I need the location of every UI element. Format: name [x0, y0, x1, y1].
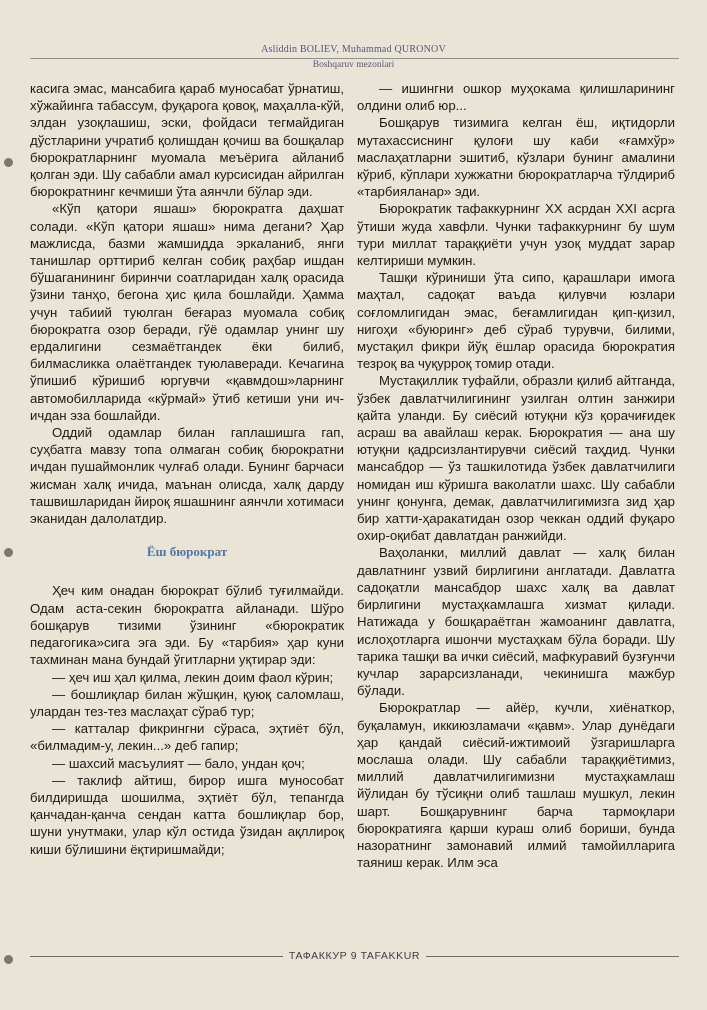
paragraph: Бюрократлар — айёр, кучли, хиёнаткор, буқаламун, иккиюзламачи «қавм». Улар дунёдаги ҳар қандай сиёсий-ижтимоий ўзгаришларга мослаша олади. Шу сабабли тараққиётимиз, миллий давлатчилигимизни мустаҳкамлаш йўлидан бу тўсиқни олиб ташлаш мушкул, лекин шарт. Бошқарувнинг барча тармоқлари бюрократияга қарши кураш олиб бориши, бунда назоратнинг замонавий илмий тамойилларига таяниш керак. Илм эса — [357, 700, 675, 871]
page-footer — [30, 950, 679, 962]
binder-hole — [4, 548, 13, 557]
header-subtitle: Boshqaruv mezonlari — [312, 60, 395, 70]
footer-text: ТАФАККУР 9 TAFAKKUR — [288, 950, 421, 962]
header-authors: Asliddin BOLIEV, Muhammad QURONOV — [261, 44, 446, 55]
list-item: — ишингни ошкор муҳокама қилишларининг олдини олиб юр... — [357, 81, 675, 114]
list-item: — катталар фикрингни сўраса, эҳтиёт бўл, «билмадим-у, лекин...» деб гапир; — [30, 721, 344, 754]
footer-rule-left — [30, 956, 283, 957]
paragraph: Ваҳоланки, миллий давлат — халқ билан давлатнинг узвий бирлигини англатади. Давлатга садоқатли мансабдор шахс халқ ва давлат бирлигини мустаҳкамлашга хизмат қилади. Натижада у бошқараётган жамоанинг давлатга, ислоҳотларга ишончи мустаҳкам бўла боради. Шу тарика ташқи ва ички сиёсий, мафкуравий бузғунчи кучлар зарарсизланади, чекинишга мажбур бўлади. — [357, 545, 675, 699]
paragraph: Бюрократик тафаккурнинг XX асрдан XXI асрга ўтиши жуда хавфли. Чунки тафаккурнинг бу шум тури миллат тараққиёти учун узоқ муддат зарар келтириши мумкин. — [357, 201, 675, 269]
list-item: — бошлиқлар билан жўшқин, қуюқ саломлаш, улардан тез-тез маслаҳат сўраб тур; — [30, 686, 344, 719]
left-column — [30, 80, 344, 858]
paragraph: Оддий одамлар билан гаплашишга гап, суҳбатга мавзу топа олмаган собиқ бюрократни ичдан пушаймонлик чулғаб олади. Бунинг барчаси жисман халқ ичида, маънан олисда, халқ дарду ташвишларидан йироқ яшашнинг аянчли хотимаси эканидан далолатдир. — [30, 425, 344, 527]
header-rule — [30, 58, 679, 59]
paragraph: Мустақиллик туфайли, образли қилиб айтганда, ўзбек давлатчилигининг узилган олтин занжири қайта уланди. Бу сиёсий ютуқни кўз қорачиғидек асраш ва авайлаш керак. Бюрократия — ана шу ютуқни қадрсизлантирувчи сиёсий таҳдид. Чунки мансабдор — ўз ташкилотида ўзбек давлатчилиги номидан иш кўришга ваколатли шахс. Шу сабабли унинг қонунга, демак, давлатчилигимизга зид ҳар бир хатти-ҳаракатидан озор чеккан оддий фуқаро охир-оқибат давлатдан ранжийди. — [357, 373, 675, 544]
binder-hole — [4, 955, 13, 964]
binder-hole — [4, 158, 13, 167]
paragraph: Ташқи кўриниши ўта сипо, қарашлари имога маҳтал, садоқат ваъда қилувчи юзлари соғломлигидан эмас, беғамлигидан қип-қизил, нигоҳи «буюринг» деб сўраб турувчи, билими, мустақил фикри йўқ ёшлар орасида бюрократия тезроқ ва чуқурроқ томир отади. — [357, 270, 675, 372]
list-item: — таклиф айтиш, бирор ишга мунособат билдиришда шошилма, эҳтиёт бўл, тепангда қанчадан-қанча сендан катта бошлиқлар бор, шуни унутмаки, улар кўл остида ўзидан ақллироқ киши бўлишини ёқтиришмайди; — [30, 772, 344, 857]
paragraph: «Кўп қатори яшаш» бюрократга даҳшат солади. «Кўп қатори яшаш» нима дегани? Ҳар мажлисда, базми жамшидда эркаланиб, янги танишлар орттириб келган собиқ раҳбар ишдан бўшаганининг биринчи соатларидан халқ орасида ўзини танҳо, бегона ҳис қила бошлайди. Ҳамма учун табиий туюлган беғараз муомала собиқ бюрократга озор беради, гўё одамлар унинг шу ердалигини сезмаётгандек ёки билиб, билмасликка олаётгандек туюлаверади. Кечагина ўпишиб кўришиб юргувчи «қавмдош»ларнинг автомобилларида «кўрмай» ўтиб кетиши уни ич-ичдан эза бошлайди. — [30, 201, 344, 423]
section-heading: Ёш бюрократ — [146, 544, 228, 560]
footer-rule-right — [426, 956, 679, 957]
paragraph: Бошқарув тизимига келган ёш, иқтидорли мутахассиснинг қулоғи шу каби «ғамхўр» маслаҳатларни эшитиб, кўзлари бунинг амалини кўриб, кўплари хужжатни бюрократларча тўлдириб «тарбияланар» эди. — [357, 115, 675, 200]
list-item: — ҳеч иш ҳал қилма, лекин доим фаол кўрин; — [52, 669, 334, 685]
paragraph: касига эмас, мансабига қараб муносабат ўрнатиш, хўжайинга табассум, фуқарога қовоқ, маҳалла-кўй, элдан узоқлашиш, эски, фойдаси тегмайдиган дўстларини учратиб қолишдан қочиш ва бошқалар бюрократларнинг муомала меъёрига айланиб қолган эди. Шу сабабли амал курсисидан айрилган бюрократнинг кечмиши ўта аянчли бўлар эди. — [30, 81, 344, 200]
right-column — [357, 80, 675, 871]
paragraph: Ҳеч ким онадан бюрократ бўлиб туғилмайди. Одам аста-секин бюрократга айланади. Шўро бошқарув тизими ўзининг «бюрократик педагогика»сига эга эди. Бу «тарбия» ҳар куни тахминан мана бундай ўгитларни уқтирар эди: — [30, 583, 344, 668]
list-item: — шахсий масъулият — бало, ундан қоч; — [52, 755, 305, 771]
